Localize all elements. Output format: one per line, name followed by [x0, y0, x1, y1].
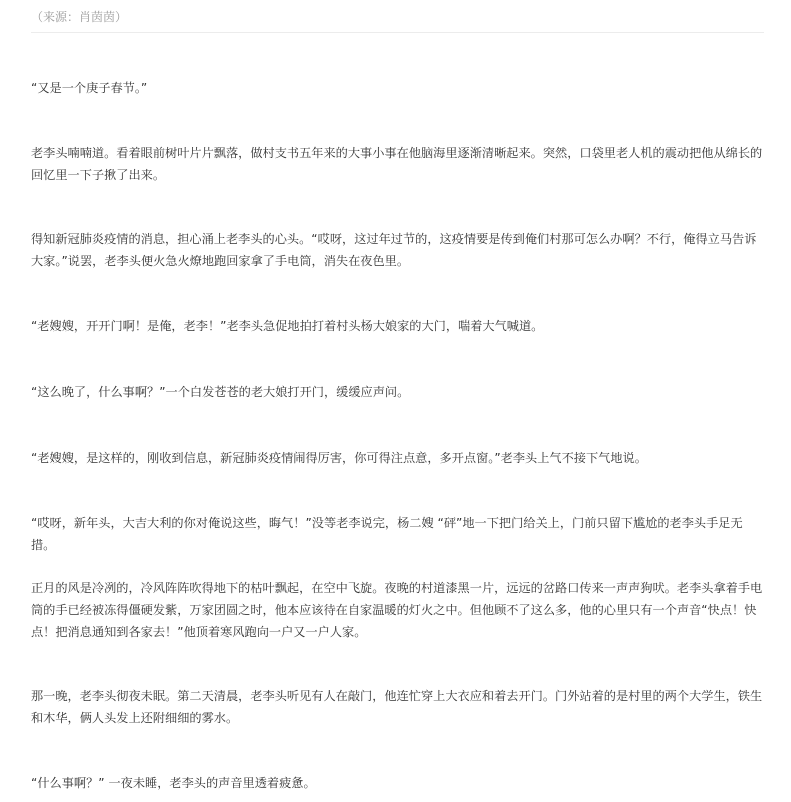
article-paragraph: “老嫂嫂，开开门啊！是俺，老李！”老李头急促地拍打着村头杨大娘家的大门，喘着大气喊道。 [31, 319, 544, 333]
divider [31, 32, 764, 33]
article-source: （来源：肖茵茵） [31, 10, 128, 24]
article-paragraph: 老李头喃喃道。看着眼前树叶片片飘落，做村支书五年来的大事小事在他脑海里逐渐清晰起来。突然，口袋里老人机的震动把他从绵长的回忆里一下子揪了出来。 [31, 146, 763, 182]
article-paragraph: “什么事啊？” 一夜未睡，老李头的声音里透着疲惫。 [31, 776, 316, 790]
article-paragraph: “又是一个庚子春节。” [31, 81, 148, 95]
article-paragraph: “哎呀，新年头，大吉大利的你对俺说这些，晦气！”没等老李说完，杨二嫂 “砰”地一下把门给关上，门前只留下尴尬的老李头手足无措。 [31, 516, 743, 552]
article-paragraph: “这么晚了，什么事啊？”一个白发苍苍的老大娘打开门，缓缓应声问。 [31, 385, 410, 399]
article-paragraph: 得知新冠肺炎疫情的消息，担心涌上老李头的心头。“哎呀，这过年过节的，这疫情要是传到俺们村那可怎么办啊？不行，俺得立马告诉大家。”说罢，老李头便火急火燎地跑回家拿了手电筒，消失在夜色里。 [31, 232, 757, 268]
article-paragraph: 那一晚，老李头彻夜未眠。第二天清晨，老李头听见有人在敲门，他连忙穿上大衣应和着去开门。门外站着的是村里的两个大学生，铁生和木华，俩人头发上还附细细的雾水。 [31, 689, 763, 725]
article-paragraph: “老嫂嫂，是这样的，刚收到信息，新冠肺炎疫情闹得厉害，你可得注点意，多开点窗。”老李头上气不接下气地说。 [31, 451, 647, 465]
article-paragraph: 正月的风是冷冽的，冷风阵阵吹得地下的枯叶飘起，在空中飞旋。夜晚的村道漆黑一片，远远的岔路口传来一声声狗吠。老李头拿着手电筒的手已经被冻得僵硬发紫，万家团圆之时，他本应该待在自家温暖的灯火之中。但他顾不了这么多，他的心里只有一个声音“快点！快点！把消息通知到各家去！”他顶着寒风跑向一户又一户人家。 [31, 581, 763, 639]
